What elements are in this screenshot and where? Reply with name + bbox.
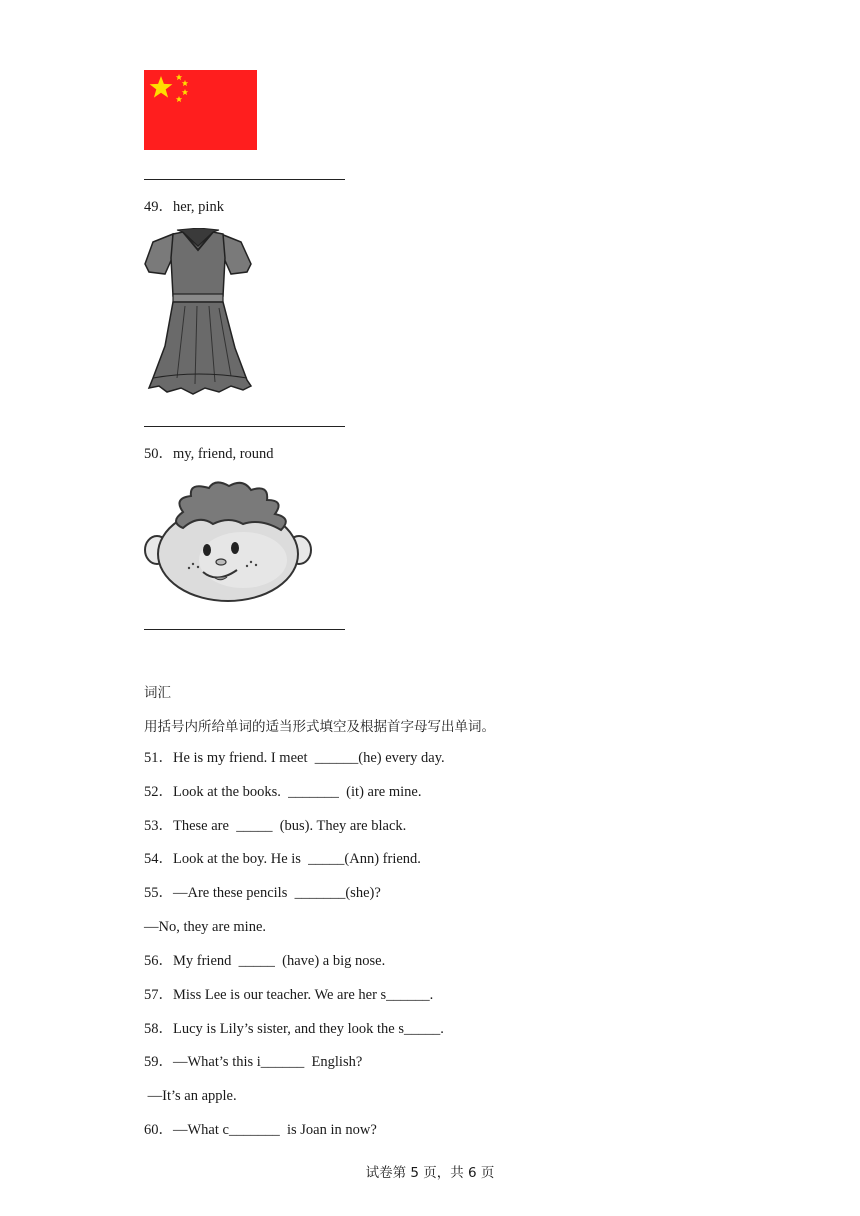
question-58: 58．Lucy is Lily’s sister, and they look the s_____. bbox=[144, 1021, 444, 1037]
boy-face-image bbox=[143, 478, 313, 602]
question-53: 53．These are _____ (bus). They are black. bbox=[144, 818, 407, 834]
question-55-answer-line: —No, they are mine. bbox=[144, 919, 267, 935]
section-title: 词汇 bbox=[144, 685, 171, 701]
question-60: 60．—What c_______ is Joan in now? bbox=[144, 1122, 377, 1138]
answer-line-50[interactable] bbox=[144, 629, 345, 630]
question-59: 59．—What’s this i______ English? bbox=[144, 1054, 363, 1070]
question-54: 54．Look at the boy. He is _____(Ann) friend. bbox=[144, 851, 421, 867]
question-52: 52．Look at the books. _______ (it) are mine. bbox=[144, 784, 422, 800]
question-51: 51．He is my friend. I meet ______(he) every day. bbox=[144, 750, 445, 766]
dress-image bbox=[143, 228, 255, 396]
question-57: 57．Miss Lee is our teacher. We are her s______. bbox=[144, 987, 434, 1003]
page-footer: 试卷第 5 页，共 6 页 bbox=[365, 1165, 495, 1181]
question-50: 50．my, friend, round bbox=[144, 446, 274, 462]
question-55: 55．—Are these pencils _______(she)? bbox=[144, 885, 381, 901]
question-49: 49．her, pink bbox=[144, 199, 224, 215]
china-flag-image bbox=[144, 70, 257, 150]
question-59-answer-line: —It’s an apple. bbox=[144, 1088, 237, 1104]
section-instruction: 用括号内所给单词的适当形式填空及根据首字母写出单词。 bbox=[144, 719, 495, 735]
question-56: 56．My friend _____ (have) a big nose. bbox=[144, 953, 386, 969]
answer-line-48[interactable] bbox=[144, 179, 345, 180]
answer-line-49[interactable] bbox=[144, 426, 345, 427]
